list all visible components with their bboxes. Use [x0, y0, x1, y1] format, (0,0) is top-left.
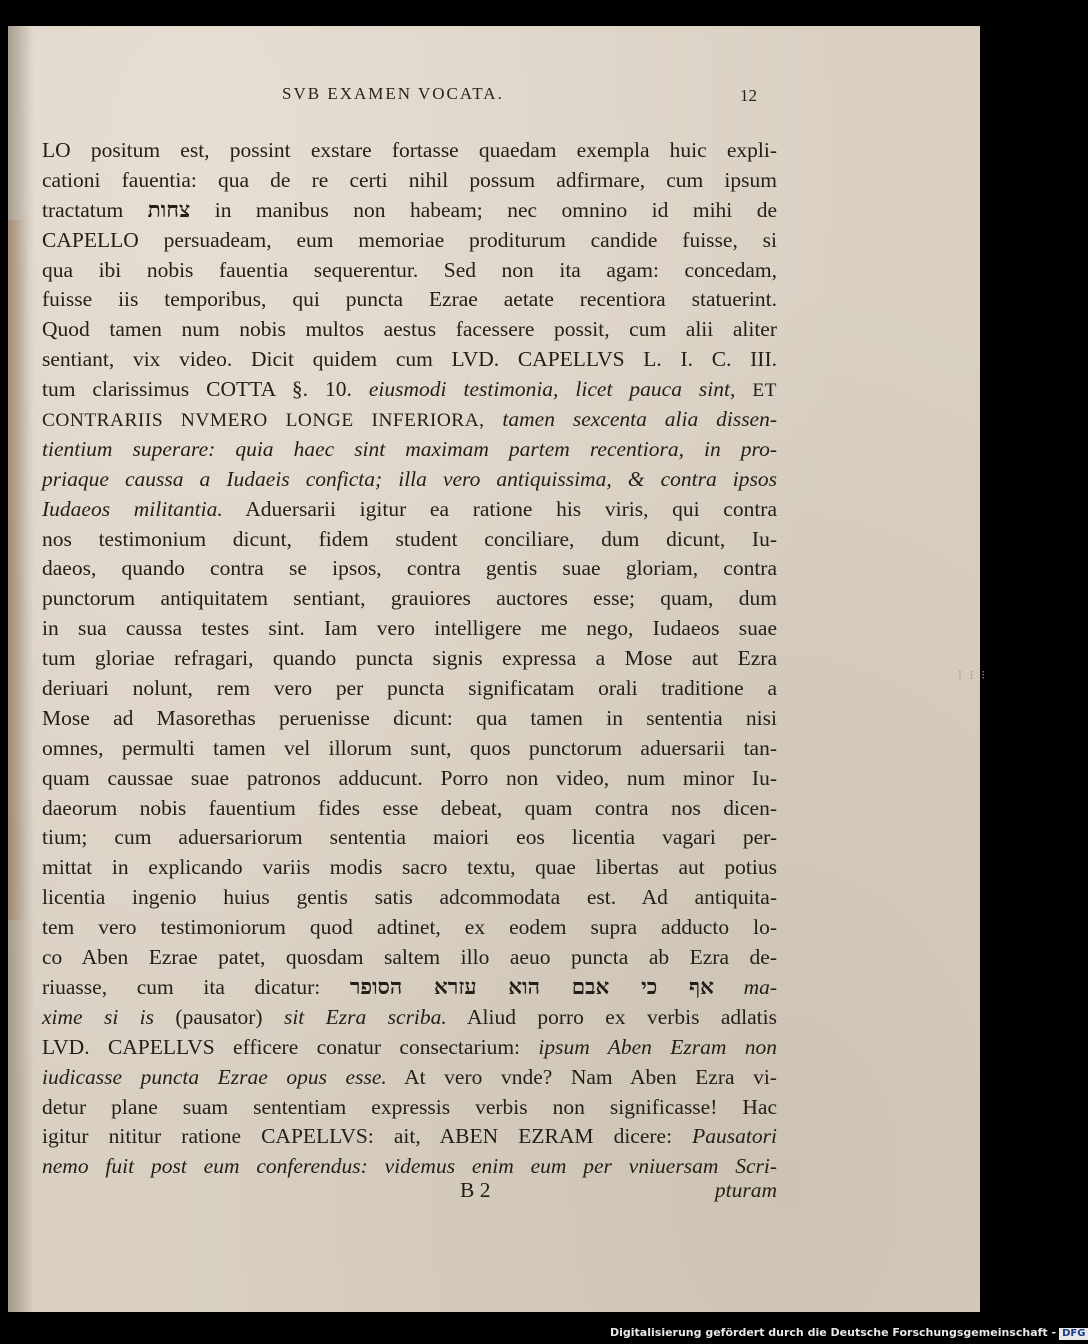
page-stain — [8, 220, 28, 920]
text-line-22: quam caussae suae patronos adducunt. Porro non video, num minor Iu- — [42, 765, 777, 790]
text-line-30: xime si is (pausator) sit Ezra scriba. Aliud porro ex verbis adlatis — [42, 1004, 777, 1029]
text-line-10: CONTRARIIS NVMERO LONGE INFERIORA, tamen sexcenta alia dissen- — [42, 407, 778, 432]
text-line-32: iudicasse puncta Ezrae opus esse. At vero vnde? Nam Aben Ezra vi- — [42, 1064, 777, 1089]
text-line-21: omnes, permulti tamen vel illorum sunt, quos punctorum aduersarii tan- — [42, 735, 777, 760]
text-line-16: punctorum antiquitatem sentiant, grauiores auctores esse; quam, dum — [42, 586, 777, 611]
text-line-19: deriuari nolunt, rem vero per puncta significatam orali traditione a — [42, 676, 777, 701]
text-line-9: tum clarissimus COTTA §. 10. eiusmodi testimonia, licet pauca sint, ET — [42, 377, 777, 402]
text-line-4: CAPELLO persuadeam, eum memoriae proditurum candide fuisse, si — [42, 227, 777, 252]
text-line-13: Iudaeos militantia. Aduersarii igitur ea ratione his viris, qui contra — [42, 496, 777, 521]
hebrew-word: צחות — [147, 197, 191, 223]
signature-mark: B 2 — [460, 1178, 491, 1202]
hebrew-quotation: אף כי אבם הוא עזרא הסופר — [349, 974, 714, 1000]
dfg-logo: DFG — [1059, 1328, 1088, 1340]
text-line-11: tientium superare: quia haec sint maximam partem recentiora, in pro- — [42, 436, 777, 461]
text-line-1: LO positum est, possint exstare fortasse quaedam exempla huic expli- — [42, 138, 777, 162]
text-line-18: tum gloriae refragari, quando puncta signis expressa a Mose aut Ezra — [42, 646, 777, 671]
text-line-12: priaque caussa a Iudaeis conficta; illa vero antiquissima, & contra ipsos — [42, 466, 777, 491]
text-line-15: daeos, quando contra se ipsos, contra gentis suae gloriam, contra — [42, 556, 777, 581]
text-line-34: igitur nititur ratione CAPELLVS: ait, ABEN EZRAM dicere: Pausatori — [42, 1124, 777, 1149]
text-line-20: Mose ad Masorethas peruenisse dicunt: qua tamen in sententia nisi — [42, 705, 777, 730]
text-line-31: LVD. CAPELLVS efficere conatur consectarium: ipsum Aben Ezram non — [42, 1034, 777, 1059]
text-line-6: fuisse iis temporibus, qui puncta Ezrae aetate recentiora statuerint. — [42, 287, 777, 312]
scan-edge-marks: ⁝ ⁝ ⁝ — [958, 668, 988, 682]
text-line-2: cationi fauentia: qua de re certi nihil possum adfirmare, cum ipsum — [42, 167, 777, 192]
digitization-credit — [610, 1326, 1088, 1340]
text-line-17: in sua caussa testes sint. Iam vero intelligere me nego, Iudaeos suae — [42, 616, 777, 641]
page-number: 12 — [740, 86, 757, 105]
running-head: SVB EXAMEN VOCATA. — [282, 84, 504, 103]
catchword: pturam — [714, 1178, 777, 1202]
credit-text: Digitalisierung gefördert durch die Deutsche Forschungsgemeinschaft - — [610, 1326, 1057, 1339]
text-line-8: sentiant, vix video. Dicit quidem cum LVD. CAPELLVS L. I. C. III. — [42, 347, 777, 372]
page-footer — [42, 1178, 777, 1208]
text-line-3: tractatum צחות in manibus non habeam; nec omnino id mihi de — [42, 197, 778, 223]
text-line-27: tem vero testimoniorum quod adtinet, ex eodem supra adducto lo- — [42, 915, 777, 940]
text-line-25: mittat in explicando variis modis sacro textu, quae libertas aut potius — [42, 855, 777, 880]
text-line-23: daeorum nobis fauentium fides esse debeat, quam contra nos dicen- — [42, 795, 777, 820]
main-text-block — [42, 136, 777, 1182]
text-line-26: licentia ingenio huius gentis satis adcommodata est. Ad antiquita- — [42, 885, 777, 910]
text-line-28: co Aben Ezrae patet, quosdam saltem illo aeuo puncta ab Ezra de- — [42, 945, 777, 970]
text-line-33: detur plane suam sententiam expressis verbis non significasse! Hac — [42, 1094, 777, 1119]
text-line-14: nos testimonium dicunt, fidem student conciliare, dum dicunt, Iu- — [42, 526, 777, 551]
text-line-29: riuasse, cum ita dicatur: אף כי אבם הוא עזרא הסופר ma- — [42, 974, 778, 1000]
text-line-7: Quod tamen num nobis multos aestus facessere possit, cum alii aliter — [42, 317, 777, 342]
text-line-35: nemo fuit post eum conferendus: videmus enim eum per vniuersam Scri- — [42, 1154, 777, 1179]
text-line-24: tium; cum aduersariorum sententia maiori eos licentia vagari per- — [42, 825, 777, 850]
text-line-5: qua ibi nobis fauentia sequerentur. Sed non ita agam: concedam, — [42, 257, 777, 282]
